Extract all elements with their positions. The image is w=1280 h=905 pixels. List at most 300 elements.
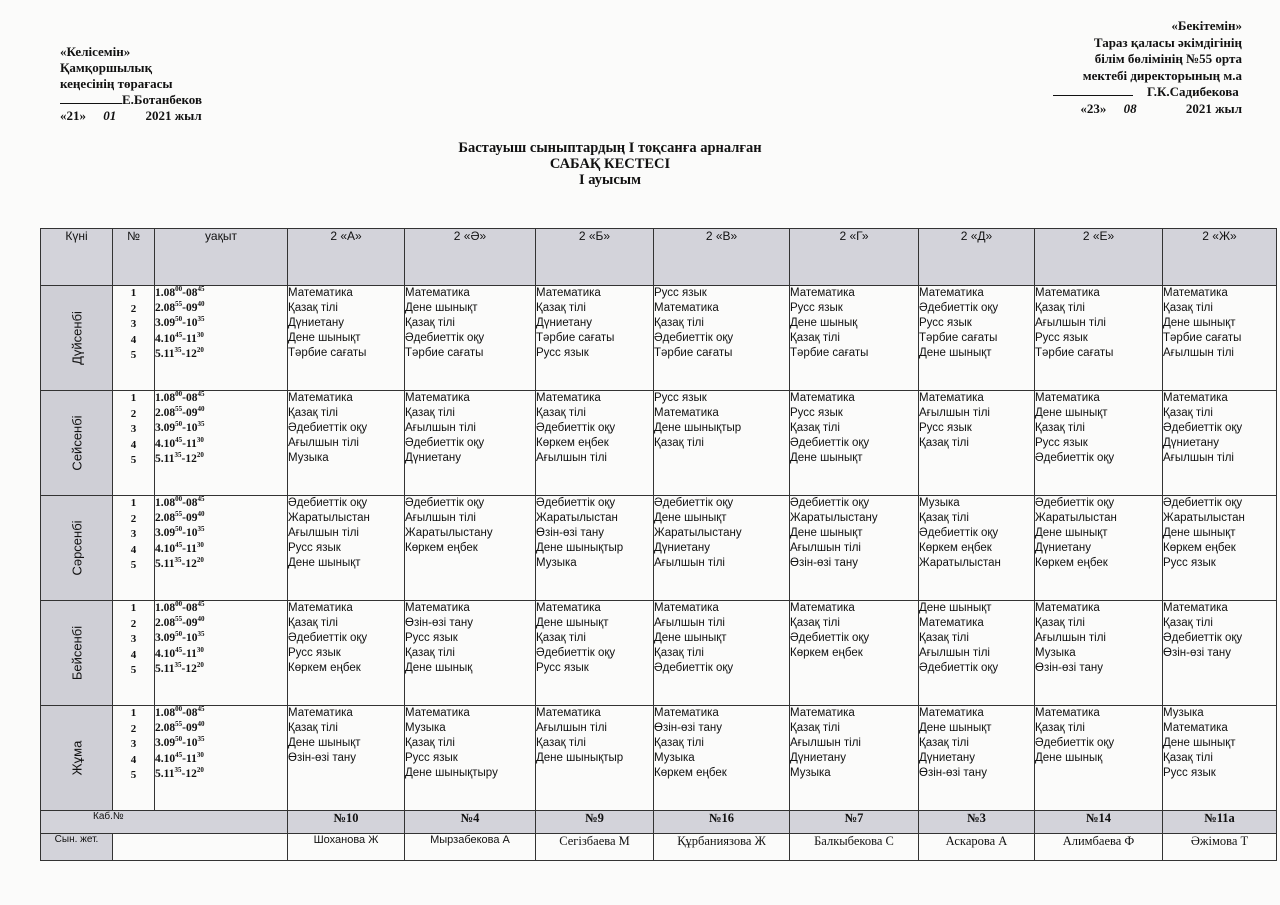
subject: Математика xyxy=(405,287,470,299)
signer-name-right: Г.К.Садибекова xyxy=(1146,84,1239,99)
subject: Әдебиеттік оқу xyxy=(405,437,485,449)
subject: Дене шынықт xyxy=(790,527,863,539)
subject: Қазақ тілі xyxy=(405,317,455,329)
lesson-time: $5.11^{35}-12^{20}$ xyxy=(155,555,204,570)
subject: Дене шынықт xyxy=(536,617,609,629)
subject: Ағылшын тілі xyxy=(536,722,607,734)
header-class: 2 «Д» xyxy=(919,229,1035,286)
subject: Әдебиеттік оқу xyxy=(790,632,870,644)
subject: Ағылшын тілі xyxy=(654,617,725,629)
class-schedule-cell xyxy=(654,496,790,601)
class-schedule-cell xyxy=(1163,286,1277,391)
subject: Дене шынықт xyxy=(1163,527,1236,539)
day-name: Жұма xyxy=(69,740,84,776)
subject: Жаратылыстан xyxy=(536,512,618,524)
class-schedule-cell xyxy=(536,601,654,706)
lesson-number: 4 xyxy=(130,753,137,766)
subject: Русс язык xyxy=(790,302,843,314)
approval-date: «21» 01 2021 жыл xyxy=(60,108,202,123)
lesson-number: 4 xyxy=(130,438,137,451)
subject: Қазақ тілі xyxy=(654,317,704,329)
lesson-time: $5.11^{35}-12^{20}$ xyxy=(155,660,204,675)
subject: Тәрбие сағаты xyxy=(288,347,367,359)
subject: Көркем еңбек xyxy=(654,767,727,779)
lesson-time: $4.10^{45}-11^{30}$ xyxy=(155,330,204,345)
subject: Көркем еңбек xyxy=(405,542,478,554)
subject: Дене шынықтыр xyxy=(536,752,624,764)
lesson-number: 5 xyxy=(130,664,137,676)
subject: Дене шынықт xyxy=(919,602,992,614)
subject: Музыка xyxy=(1163,707,1204,719)
subject: Математика xyxy=(1035,602,1100,614)
class-schedule-cell xyxy=(654,391,790,496)
day-name-cell xyxy=(41,601,113,706)
approved-label: «Бекітемін» xyxy=(1171,18,1242,33)
subject: Жаратылыстану xyxy=(405,527,493,539)
class-schedule-cell xyxy=(405,706,536,811)
subject: Русс язык xyxy=(919,317,972,329)
subject: Дене шынықт xyxy=(1035,407,1108,419)
lesson-number: 3 xyxy=(130,633,137,645)
class-schedule-cell xyxy=(790,286,919,391)
subject: Дене шынықт xyxy=(1035,527,1108,539)
day-row xyxy=(41,286,1277,391)
lesson-times xyxy=(155,286,288,391)
subject: Дене шынық xyxy=(790,317,858,329)
day-row xyxy=(41,706,1277,811)
subject: Дүниетану xyxy=(919,752,975,764)
class-schedule-cell xyxy=(405,601,536,706)
header-day: Күні xyxy=(41,229,113,286)
header-class: 2 «В» xyxy=(654,229,790,286)
room-number: №7 xyxy=(790,811,919,834)
lesson-number: 2 xyxy=(130,407,137,420)
class-schedule-cell xyxy=(654,601,790,706)
subject: Әдебиеттік оқу xyxy=(405,332,485,344)
subject: Әдебиеттік оқу xyxy=(790,497,870,509)
subject: Қазақ тілі xyxy=(790,722,840,734)
subject: Русс язык xyxy=(1163,557,1216,569)
subject: Ағылшын тілі xyxy=(288,527,359,539)
subject: Көркем еңбек xyxy=(790,647,863,659)
lesson-time: $1.08^{00}-08^{45}$ xyxy=(155,600,205,614)
subject: Дүниетану xyxy=(536,317,592,329)
subject: Математика xyxy=(405,392,470,404)
subject: Қазақ тілі xyxy=(536,302,586,314)
subject: Әдебиеттік оқу xyxy=(654,662,734,674)
subject: Дене шынықт xyxy=(1163,317,1236,329)
lesson-number: 3 xyxy=(130,738,137,750)
header-class: 2 «Г» xyxy=(790,229,919,286)
subject: Ағылшын тілі xyxy=(1163,347,1234,359)
subject: Русс язык xyxy=(654,287,707,299)
subject: Математика xyxy=(654,602,719,614)
class-schedule-cell xyxy=(1163,706,1277,811)
director-line: мектебі директорының м.а xyxy=(1082,67,1242,83)
subject: Тәрбие сағаты xyxy=(1035,347,1114,359)
subject: Қазақ тілі xyxy=(919,632,969,644)
subject: Өзін-өзі тану xyxy=(288,752,357,764)
subject: Жаратылыстану xyxy=(654,527,742,539)
day-name: Сейсенбі xyxy=(69,415,84,471)
day-row xyxy=(41,496,1277,601)
subject: Әдебиеттік оқу xyxy=(288,422,368,434)
subject: Қазақ тілі xyxy=(288,722,338,734)
subject: Әдебиеттік оқу xyxy=(654,332,734,344)
subject: Ағылшын тілі xyxy=(1163,452,1234,464)
subject: Жаратылыстан xyxy=(1163,512,1245,524)
subject: Қазақ тілі xyxy=(1035,422,1085,434)
akimat-line: Тараз қаласы әкімдігінің xyxy=(1093,34,1242,50)
lesson-time: $4.10^{45}-11^{30}$ xyxy=(155,435,204,450)
class-schedule-cell xyxy=(1035,286,1163,391)
subject: Дене шынықтыр xyxy=(654,422,742,434)
teacher-name: Мырзабекова А xyxy=(405,834,536,861)
subject: Математика xyxy=(536,392,601,404)
subject: Әдебиеттік оқу xyxy=(654,497,734,509)
subject: Дене шынықт xyxy=(288,737,361,749)
lesson-number: 2 xyxy=(130,617,137,630)
subject: Көркем еңбек xyxy=(536,437,609,449)
subject: Математика xyxy=(654,302,719,314)
subject: Ағылшын тілі xyxy=(919,647,990,659)
subject: Математика xyxy=(536,602,601,614)
header-row xyxy=(41,229,1277,286)
subject: Музыка xyxy=(790,767,831,779)
subject: Русс язык xyxy=(536,662,589,674)
subject: Русс язык xyxy=(288,647,341,659)
lesson-time: $2.08^{55}-09^{40}$ xyxy=(155,405,205,420)
rooms-row xyxy=(41,811,1277,834)
subject: Көркем еңбек xyxy=(1035,557,1108,569)
header-class: 2 «Ә» xyxy=(405,229,536,286)
teacher-name: Құрбаниязова Ж xyxy=(654,834,790,861)
class-schedule-cell xyxy=(919,496,1035,601)
subject: Музыка xyxy=(654,752,695,764)
subject: Көркем еңбек xyxy=(288,662,361,674)
lesson-number: 1 xyxy=(130,602,137,614)
lesson-numbers xyxy=(113,706,155,811)
lesson-time: $3.09^{50}-10^{35}$ xyxy=(155,315,205,330)
approval-date-right: «23» 08 2021 жыл xyxy=(1080,100,1242,116)
subject: Дене шынықт xyxy=(405,302,478,314)
lesson-time: $4.10^{45}-11^{30}$ xyxy=(155,540,204,555)
subject: Қазақ тілі xyxy=(536,737,586,749)
subject: Математика xyxy=(288,707,353,719)
room-number: №10 xyxy=(288,811,405,834)
council-chair-line: кеңесінің төрағасы xyxy=(60,76,173,91)
subject: Дене шынықт xyxy=(288,557,361,569)
lesson-times xyxy=(155,391,288,496)
day-name-cell xyxy=(41,286,113,391)
class-schedule-cell xyxy=(654,706,790,811)
lesson-number: 3 xyxy=(130,528,137,540)
class-schedule-cell xyxy=(405,391,536,496)
teacher-name: Аскарова А xyxy=(919,834,1035,861)
room-number: №11а xyxy=(1163,811,1277,834)
teachers-label: Сын. жет. xyxy=(41,834,113,861)
subject: Қазақ тілі xyxy=(919,512,969,524)
subject: Математика xyxy=(536,287,601,299)
subject: Математика xyxy=(1035,392,1100,404)
subject: Тәрбие сағаты xyxy=(654,347,733,359)
day-name: Дүйсенбі xyxy=(69,311,84,365)
subject: Әдебиеттік оқу xyxy=(919,662,999,674)
approval-left xyxy=(60,44,202,124)
subject: Қазақ тілі xyxy=(288,617,338,629)
schedule-body xyxy=(41,286,1277,811)
subject: Русс язык xyxy=(1163,767,1216,779)
class-schedule-cell xyxy=(654,286,790,391)
class-schedule-cell xyxy=(1035,706,1163,811)
lesson-time: $5.11^{35}-12^{20}$ xyxy=(155,765,204,780)
subject: Қазақ тілі xyxy=(536,407,586,419)
signer-name: Е.Ботанбеков xyxy=(122,92,202,107)
subject: Музыка xyxy=(919,497,960,509)
subject: Ағылшын тілі xyxy=(790,737,861,749)
subject: Дене шынықтыру xyxy=(405,767,498,779)
header-class: 2 «Б» xyxy=(536,229,654,286)
subject: Әдебиеттік оқу xyxy=(919,527,999,539)
school-line: білім бөлімінің №55 орта xyxy=(1094,51,1242,66)
teacher-name: Әжімова Т xyxy=(1163,834,1277,861)
subject: Ағылшын тілі xyxy=(919,407,990,419)
subject: Математика xyxy=(1035,707,1100,719)
subject: Русс язык xyxy=(1035,437,1088,449)
rooms-label: Каб.№ xyxy=(41,811,288,834)
subject: Қазақ тілі xyxy=(1035,722,1085,734)
subject: Математика xyxy=(790,602,855,614)
subject: Әдебиеттік оқу xyxy=(790,437,870,449)
day-name: Сәрсенбі xyxy=(69,520,84,576)
subject: Дене шынықт xyxy=(654,632,727,644)
subject: Өзін-өзі тану xyxy=(405,617,474,629)
subject: Қазақ тілі xyxy=(654,737,704,749)
day-name-cell xyxy=(41,496,113,601)
subject: Қазақ тілі xyxy=(1163,407,1213,419)
class-schedule-cell xyxy=(1035,391,1163,496)
lesson-time: $3.09^{50}-10^{35}$ xyxy=(155,420,205,435)
class-schedule-cell xyxy=(1163,391,1277,496)
lesson-numbers xyxy=(113,391,155,496)
lesson-time: $1.08^{00}-08^{45}$ xyxy=(155,705,205,719)
subject: Русс язык xyxy=(1035,332,1088,344)
lesson-time: $2.08^{55}-09^{40}$ xyxy=(155,300,205,315)
subject: Қазақ тілі xyxy=(919,737,969,749)
class-schedule-cell xyxy=(536,391,654,496)
subject: Математика xyxy=(919,287,984,299)
subject: Ағылшын тілі xyxy=(288,437,359,449)
lesson-time: $2.08^{55}-09^{40}$ xyxy=(155,510,205,525)
schedule-table xyxy=(40,228,1277,861)
teacher-name: Сегізбаева М xyxy=(536,834,654,861)
subject: Әдебиеттік оқу xyxy=(536,497,616,509)
subject: Өзін-өзі тану xyxy=(919,767,988,779)
subject: Дене шынықт xyxy=(1163,737,1236,749)
lesson-time: $3.09^{50}-10^{35}$ xyxy=(155,735,205,750)
lesson-number: 1 xyxy=(130,287,137,299)
subject: Әдебиеттік оқу xyxy=(1035,497,1115,509)
subject: Көркем еңбек xyxy=(1163,542,1236,554)
subject: Русс язык xyxy=(654,392,707,404)
subject: Математика xyxy=(1163,602,1228,614)
subject: Ағылшын тілі xyxy=(536,452,607,464)
subject: Русс язык xyxy=(405,752,458,764)
lesson-number: 4 xyxy=(130,333,137,346)
subject: Қазақ тілі xyxy=(405,407,455,419)
subject: Музыка xyxy=(288,452,329,464)
day-name: Бейсенбі xyxy=(69,625,84,681)
room-number: №9 xyxy=(536,811,654,834)
class-schedule-cell xyxy=(790,391,919,496)
day-name-cell xyxy=(41,706,113,811)
subject: Әдебиеттік оқу xyxy=(405,497,485,509)
signature-line xyxy=(60,92,122,104)
subject: Қазақ тілі xyxy=(654,647,704,659)
subject: Қазақ тілі xyxy=(1163,617,1213,629)
lesson-number: 5 xyxy=(130,769,137,781)
lesson-numbers xyxy=(113,286,155,391)
subject: Математика xyxy=(288,602,353,614)
approval-right xyxy=(1053,18,1242,117)
subject: Математика xyxy=(790,287,855,299)
subject: Тәрбие сағаты xyxy=(919,332,998,344)
lesson-number: 3 xyxy=(130,318,137,330)
council-line: Қамқоршылық xyxy=(60,60,153,75)
subject: Математика xyxy=(790,707,855,719)
header-num: № xyxy=(113,229,155,286)
subject: Русс язык xyxy=(919,422,972,434)
subject: Дене шынықт xyxy=(288,332,361,344)
class-schedule-cell xyxy=(1035,496,1163,601)
teachers-row xyxy=(41,834,1277,861)
subject: Қазақ тілі xyxy=(790,617,840,629)
subject: Дүниетану xyxy=(1035,542,1091,554)
lesson-number: 2 xyxy=(130,512,137,525)
subject: Русс язык xyxy=(405,632,458,644)
subject: Математика xyxy=(1163,392,1228,404)
subject: Тәрбие сағаты xyxy=(1163,332,1242,344)
subject: Әдебиеттік оқу xyxy=(919,302,999,314)
subject: Әдебиеттік оқу xyxy=(1035,737,1115,749)
subject: Тәрбие сағаты xyxy=(405,347,484,359)
lesson-number: 1 xyxy=(130,497,137,509)
class-schedule-cell xyxy=(288,286,405,391)
class-schedule-cell xyxy=(536,496,654,601)
class-schedule-cell xyxy=(790,496,919,601)
subject: Математика xyxy=(405,707,470,719)
class-schedule-cell xyxy=(405,286,536,391)
subject: Әдебиеттік оқу xyxy=(1163,422,1243,434)
subject: Дене шынықт xyxy=(790,452,863,464)
lesson-time: $2.08^{55}-09^{40}$ xyxy=(155,720,205,735)
subject: Математика xyxy=(919,617,984,629)
class-schedule-cell xyxy=(1035,601,1163,706)
subject: Қазақ тілі xyxy=(654,437,704,449)
subject: Қазақ тілі xyxy=(536,632,586,644)
subject: Тәрбие сағаты xyxy=(790,347,869,359)
class-schedule-cell xyxy=(288,391,405,496)
subject: Математика xyxy=(405,602,470,614)
class-schedule-cell xyxy=(405,496,536,601)
subject: Математика xyxy=(919,707,984,719)
subject: Музыка xyxy=(1035,647,1076,659)
day-row xyxy=(41,391,1277,496)
subject: Әдебиеттік оқу xyxy=(536,647,616,659)
subject: Математика xyxy=(1163,287,1228,299)
subject: Қазақ тілі xyxy=(790,422,840,434)
header-class: 2 «Ж» xyxy=(1163,229,1277,286)
document-title: Бастауыш сыныптардың І тоқсанға арналған САБАҚ КЕСТЕСІ І ауысым xyxy=(458,140,762,188)
lesson-time: $2.08^{55}-09^{40}$ xyxy=(155,615,205,630)
subject: Математика xyxy=(654,407,719,419)
subject: Жаратылыстану xyxy=(790,512,878,524)
subject: Дүниетану xyxy=(288,317,344,329)
subject: Жаратылыстан xyxy=(288,512,370,524)
subject: Өзін-өзі тану xyxy=(790,557,859,569)
subject: Тәрбие сағаты xyxy=(536,332,615,344)
subject: Өзін-өзі тану xyxy=(1163,647,1232,659)
subject: Жаратылыстан xyxy=(1035,512,1117,524)
class-schedule-cell xyxy=(919,706,1035,811)
subject: Математика xyxy=(1163,722,1228,734)
subject: Қазақ тілі xyxy=(288,302,338,314)
day-row xyxy=(41,601,1277,706)
subject: Қазақ тілі xyxy=(1035,617,1085,629)
subject: Математика xyxy=(288,392,353,404)
lesson-time: $4.10^{45}-11^{30}$ xyxy=(155,645,204,660)
lesson-time: $3.09^{50}-10^{35}$ xyxy=(155,525,205,540)
subject: Қазақ тілі xyxy=(919,437,969,449)
subject: Математика xyxy=(536,707,601,719)
teacher-name: Шоханова Ж xyxy=(288,834,405,861)
lesson-times xyxy=(155,601,288,706)
class-schedule-cell xyxy=(1163,601,1277,706)
lesson-time: $3.09^{50}-10^{35}$ xyxy=(155,630,205,645)
lesson-number: 3 xyxy=(130,423,137,435)
subject: Қазақ тілі xyxy=(405,737,455,749)
subject: Әдебиеттік оқу xyxy=(1035,452,1115,464)
subject: Әдебиеттік оқу xyxy=(1163,497,1243,509)
subject: Қазақ тілі xyxy=(288,407,338,419)
lesson-numbers xyxy=(113,496,155,601)
lesson-time: $4.10^{45}-11^{30}$ xyxy=(155,750,204,765)
room-number: №4 xyxy=(405,811,536,834)
class-schedule-cell xyxy=(790,601,919,706)
class-schedule-cell xyxy=(536,706,654,811)
teacher-name: Балкыбекова С xyxy=(790,834,919,861)
subject: Дене шынықтыр xyxy=(536,542,624,554)
header-class: 2 «А» xyxy=(288,229,405,286)
lesson-times xyxy=(155,706,288,811)
subject: Математика xyxy=(919,392,984,404)
lesson-number: 5 xyxy=(130,349,137,361)
subject: Русс язык xyxy=(536,347,589,359)
lesson-time: $1.08^{00}-08^{45}$ xyxy=(155,495,205,509)
class-schedule-cell xyxy=(288,496,405,601)
subject: Дүниетану xyxy=(790,752,846,764)
lesson-numbers xyxy=(113,601,155,706)
subject: Қазақ тілі xyxy=(790,332,840,344)
lesson-time: $5.11^{35}-12^{20}$ xyxy=(155,450,204,465)
agreed-label: «Келісемін» xyxy=(60,44,131,59)
subject: Өзін-өзі тану xyxy=(1035,662,1104,674)
subject: Дене шынықт xyxy=(919,722,992,734)
subject: Дүниетану xyxy=(654,542,710,554)
subject: Дене шынық xyxy=(405,662,473,674)
subject: Әдебиеттік оқу xyxy=(536,422,616,434)
subject: Қазақ тілі xyxy=(1163,302,1213,314)
